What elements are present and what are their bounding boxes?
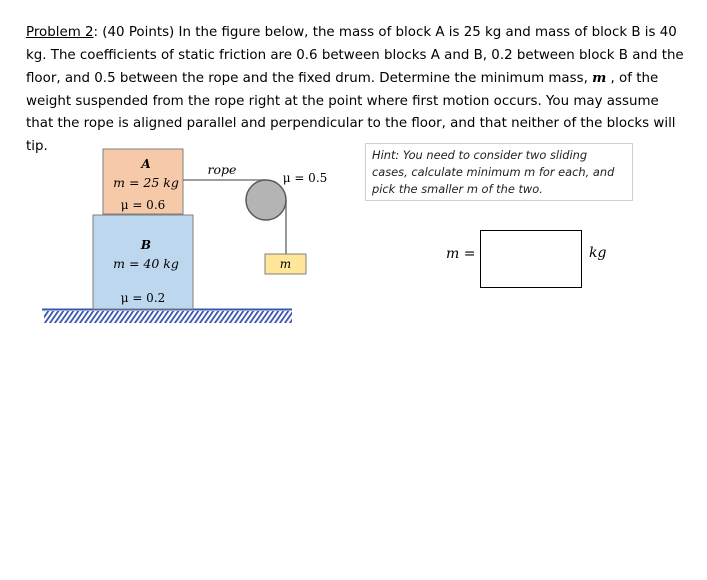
answer-input-box[interactable] bbox=[480, 230, 582, 288]
problem-text-after: , of the weight suspended from the rope right at the point where first motion occurs. You may assume that the rope is aligned parallel and perpendicular to the floor, and that neither of the blocks will tip. bbox=[26, 71, 676, 154]
block-a-mu: μ = 0.6 bbox=[120, 198, 166, 212]
floor-hatch bbox=[44, 311, 292, 323]
problem-symbol: m bbox=[592, 70, 607, 86]
block-a-mass: m = 25 kg bbox=[113, 175, 179, 190]
answer-label: m = bbox=[446, 246, 476, 262]
hint-box: Hint: You need to consider two sliding cases, calculate minimum m for each, and pick the smaller m of the two. bbox=[365, 143, 633, 201]
rope-label: rope bbox=[207, 162, 237, 177]
block-a-name: A bbox=[141, 157, 151, 171]
block-b-mass: m = 40 kg bbox=[113, 256, 179, 271]
problem-label: Problem 2 bbox=[26, 25, 94, 40]
problem-text: : (40 Points) In the figure below, the mass of block A is 25 kg and mass of block B is 40 kg. The coefficients of static friction are 0.6 between blocks A and B, 0.2 between block B and the floor, and 0.5 between the rope and the fixed drum. Determine the minimum mass, bbox=[26, 25, 684, 86]
answer-unit: kg bbox=[589, 245, 607, 261]
drum-mu: μ = 0.5 bbox=[282, 171, 328, 185]
block-b-mu: μ = 0.2 bbox=[120, 291, 166, 305]
hanging-mass-label: m bbox=[279, 257, 292, 271]
fixed-drum bbox=[246, 180, 286, 220]
block-b-name: B bbox=[140, 238, 152, 252]
